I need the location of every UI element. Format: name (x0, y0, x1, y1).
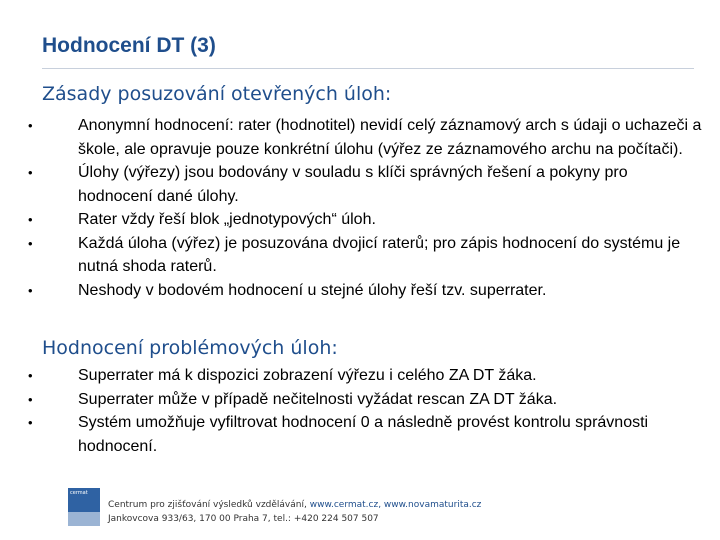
footer (68, 488, 688, 528)
logo-band (68, 512, 100, 526)
list-item: • Rater vždy řeší blok „jednotypových“ úloh. (78, 208, 703, 232)
list-item: • Superrater má k dispozici zobrazení výřezu i celého ZA DT žáka. (78, 364, 703, 388)
section-heading-principles: Zásady posuzování otevřených úloh: (42, 83, 392, 105)
problem-tasks-list (78, 364, 703, 458)
principles-list (78, 114, 703, 302)
logo-text: cermat (70, 490, 88, 496)
list-item: • Každá úloha (výřez) je posuzována dvojicí raterů; pro zápis hodnocení do systému je nutná shoda raterů. (78, 232, 703, 279)
list-item: • Superrater může v případě nečitelnosti vyžádat rescan ZA DT žáka. (78, 388, 703, 412)
footer-links[interactable]: www.cermat.cz, www.novamaturita.cz (309, 500, 482, 510)
title-divider (42, 68, 694, 69)
footer-org: Centrum pro zjišťování výsledků vzdělávání, (108, 500, 307, 510)
slide-title: Hodnocení DT (3) (42, 34, 216, 57)
cermat-logo (68, 488, 100, 526)
list-item: • Úlohy (výřezy) jsou bodovány v souladu s klíči správných řešení a pokyny pro hodnocení dané úlohy. (78, 161, 703, 208)
footer-contact (108, 498, 481, 526)
section-heading-problem-tasks: Hodnocení problémových úloh: (42, 337, 338, 359)
list-item: • Anonymní hodnocení: rater (hodnotitel) nevidí celý záznamový arch s údaji o uchazeči a škole, ale opravuje pouze konkrétní úlohu (výřez ze záznamového archu na počítači). (78, 114, 703, 161)
list-item: • Systém umožňuje vyfiltrovat hodnocení 0 a následně provést kontrolu správnosti hodnocení. (78, 411, 703, 458)
list-item: • Neshody v bodovém hodnocení u stejné úlohy řeší tzv. superrater. (78, 279, 703, 303)
footer-address: Jankovcova 933/63, 170 00 Praha 7, tel.: +420 224 507 507 (108, 514, 379, 524)
